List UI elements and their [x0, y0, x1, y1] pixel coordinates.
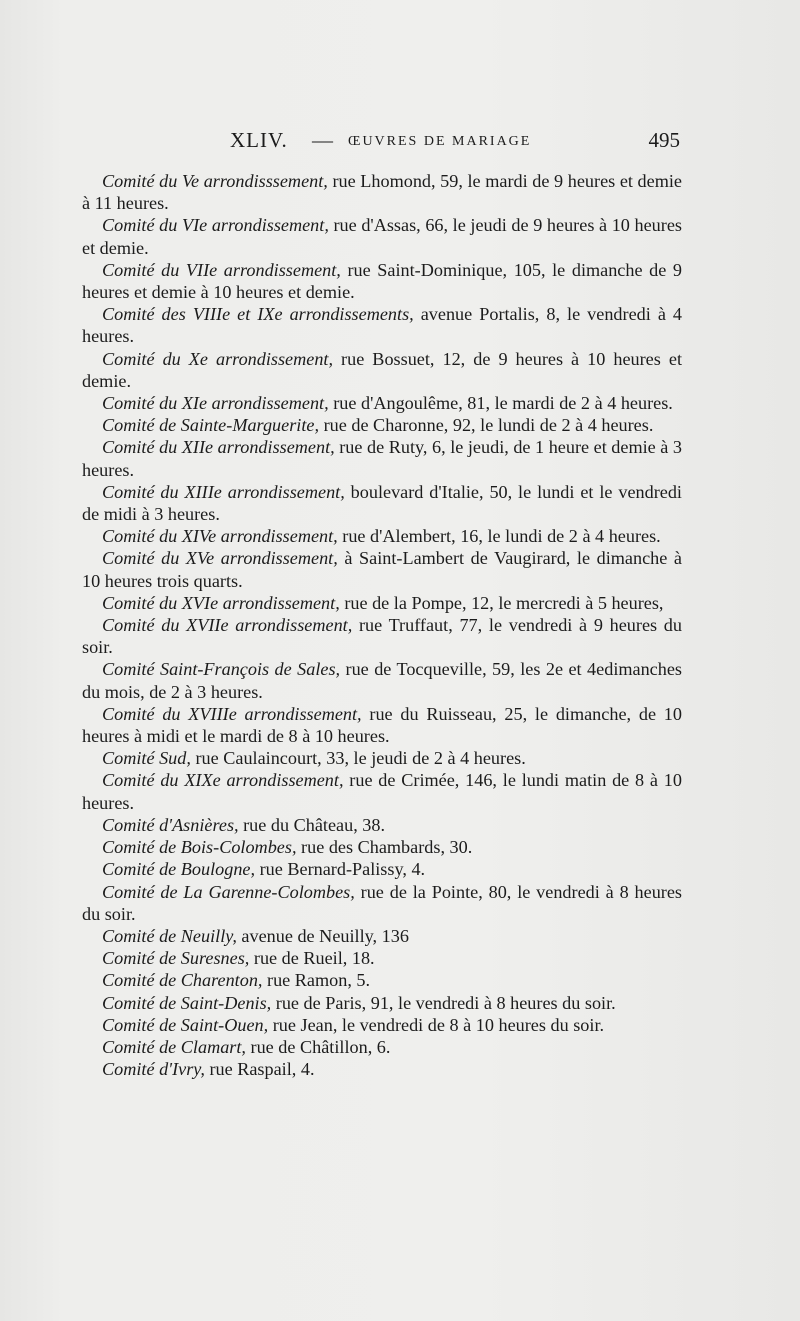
entry-xviiie [82, 703, 682, 747]
entry-text: à Saint-Lambert de Vaugirard, le dimanche à 10 heures trois quarts. [82, 548, 682, 591]
entry-name: Comité de Saint-Ouen, [102, 1014, 269, 1035]
entry-charenton [82, 969, 682, 991]
entry-text: rue Lhomond, 59, le mardi de 9 heures et demie à 11 heures. [82, 171, 682, 214]
entry-name: Comité du XIe arrondissement, [102, 393, 329, 414]
entry-text: rue de Ruty, 6, le jeudi, de 1 heure et demie à 3 heures. [82, 437, 682, 480]
entry-viie [82, 259, 682, 303]
entry-xvie [82, 592, 682, 614]
entry-xive [82, 525, 682, 547]
entry-asnieres [82, 814, 682, 836]
entry-name: Comité du VIIe arrondissement, [102, 259, 341, 280]
entry-name: Comité de Neuilly, [102, 925, 237, 946]
committee-list [82, 170, 682, 1080]
entry-vie [82, 214, 682, 258]
header-dash: — [312, 128, 333, 152]
entry-la-garenne-colombes [82, 881, 682, 925]
entry-text: rue des Chambards, 30. [296, 837, 473, 858]
entry-text: rue de Paris, 91, le vendredi à 8 heures du soir. [271, 992, 616, 1013]
entry-text: rue du Château, 38. [238, 814, 386, 835]
entry-name: Comité de Sainte-Marguerite, [102, 415, 320, 436]
entry-text: avenue de Neuilly, 136 [236, 925, 409, 946]
entry-name: Comité du XIIIe arrondissement, [102, 481, 345, 502]
running-header [80, 126, 680, 162]
entry-name: Comité du XVIIIe arrondissement, [102, 703, 362, 724]
entry-clamart [82, 1036, 682, 1058]
entry-xixe [82, 769, 682, 813]
page-number: 495 [648, 128, 680, 152]
entry-ve [82, 170, 682, 214]
entry-text: avenue Portalis, 8, le vendredi à 4 heures. [82, 304, 682, 347]
entry-saint-ouen [82, 1014, 682, 1036]
entry-xviie [82, 614, 682, 658]
entry-text: rue du Ruisseau, 25, le dimanche, de 10 heures à midi et le mardi de 8 à 10 heures. [82, 703, 682, 747]
entry-name: Comité du XVIe arrondissement, [102, 592, 340, 613]
entry-text: rue d'Alembert, 16, le lundi de 2 à 4 heures. [337, 526, 661, 547]
entry-neuilly [82, 925, 682, 947]
entry-name: Comité d'Ivry, [102, 1059, 205, 1080]
entry-name: Comité de Clamart, [102, 1036, 246, 1057]
entry-name: Comité du XVIIe arrondissement, [102, 615, 353, 636]
entry-xie [82, 392, 682, 414]
entry-text: rue de Tocqueville, 59, les 2e et 4edimanches du mois, de 2 à 3 heures. [82, 659, 682, 702]
entry-name: Comité Saint-François de Sales, [102, 659, 341, 680]
entry-text: rue de la Pompe, 12, le mercredi à 5 heures, [339, 592, 664, 613]
entry-text: rue Bossuet, 12, de 9 heures à 10 heures et demie. [82, 348, 682, 391]
entry-name: Comité des VIIIe et IXe arrondissements, [102, 304, 414, 325]
entry-text: rue Truffaut, 77, le vendredi à 9 heures du soir. [82, 615, 682, 658]
chapter-title: ŒUVRES DE MARIAGE [348, 134, 532, 149]
entry-name: Comité de Bois-Colombes, [102, 837, 297, 858]
entry-name: Comité de Boulogne, [102, 859, 256, 880]
entry-ivry [82, 1058, 682, 1080]
entry-text: rue de Charonne, 92, le lundi de 2 à 4 heures. [319, 415, 654, 436]
chapter-number: XLIV. [230, 128, 288, 152]
entry-xiie [82, 436, 682, 480]
entry-xe [82, 348, 682, 392]
entry-name: Comité de La Garenne-Colombes, [102, 881, 355, 902]
entry-name: Comité du XIXe arrondissement, [102, 770, 344, 791]
entry-name: Comité du XIVe arrondissement, [102, 526, 338, 547]
entry-text: rue Saint-Dominique, 105, le dimanche de 9 heures et demie à 10 heures et demie. [82, 259, 682, 303]
entry-sainte-marguerite [82, 414, 682, 436]
entry-viiie-ixe [82, 303, 682, 347]
entry-name: Comité du Ve arrondisssement, [102, 171, 328, 191]
entry-suresnes [82, 947, 682, 969]
entry-name: Comité de Charenton, [102, 970, 263, 991]
entry-text: rue Raspail, 4. [204, 1059, 315, 1080]
entry-text: rue de Rueil, 18. [249, 948, 375, 969]
entry-saint-francois [82, 658, 682, 702]
entry-bois-colombes [82, 836, 682, 858]
entry-text: rue Caulaincourt, 33, le jeudi de 2 à 4 heures. [190, 748, 526, 769]
entry-xve [82, 547, 682, 591]
entry-text: rue Bernard-Palissy, 4. [255, 859, 426, 880]
entry-text: boulevard d'Italie, 50, le lundi et le vendredi de midi à 3 heures. [82, 481, 682, 525]
entry-text: rue de Châtillon, 6. [245, 1036, 391, 1057]
entry-sud [82, 747, 682, 769]
entry-name: Comité du VIe arrondissement, [102, 215, 329, 236]
entry-name: Comité de Saint-Denis, [102, 992, 272, 1013]
entry-text: rue de la Pointe, 80, le vendredi à 8 heures du soir. [82, 881, 682, 924]
entry-name: Comité de Suresnes, [102, 948, 250, 969]
entry-name: Comité du Xe arrondissement, [102, 348, 334, 369]
entry-text: rue d'Assas, 66, le jeudi de 9 heures à 10 heures et demie. [82, 215, 682, 258]
entry-boulogne [82, 858, 682, 880]
entry-name: Comité du XIIe arrondissement, [102, 437, 335, 458]
entry-name: Comité du XVe arrondissement, [102, 548, 338, 569]
entry-text: rue Jean, le vendredi de 8 à 10 heures du soir. [268, 1014, 605, 1035]
entry-text: rue Ramon, 5. [262, 970, 371, 991]
entry-name: Comité Sud, [102, 748, 191, 769]
entry-saint-denis [82, 992, 682, 1014]
entry-text: rue de Crimée, 146, le lundi matin de 8 à 10 heures. [82, 770, 682, 813]
entry-text: rue d'Angoulême, 81, le mardi de 2 à 4 heures. [328, 393, 673, 414]
entry-name: Comité d'Asnières, [102, 814, 239, 835]
entry-xiiie [82, 481, 682, 525]
